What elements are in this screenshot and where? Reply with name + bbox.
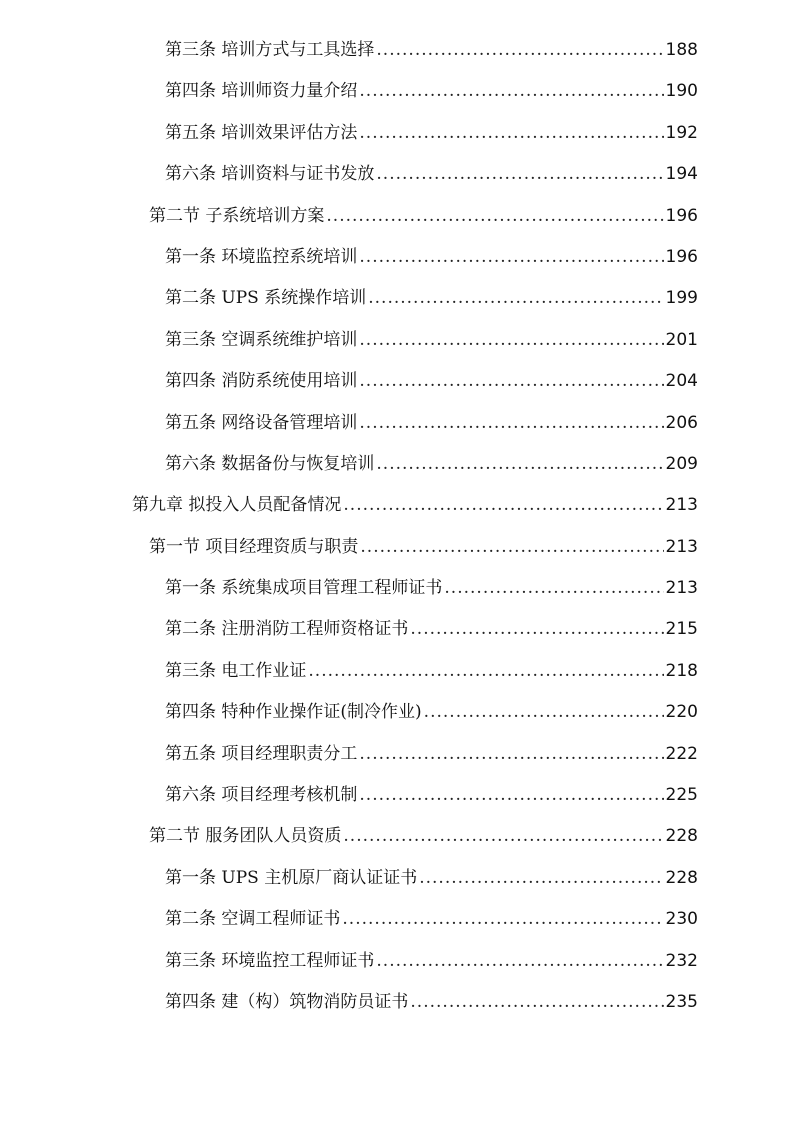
- toc-entry-page-number: 215: [665, 619, 698, 640]
- toc-entry[interactable]: [0, 113, 793, 154]
- dot-leader: [424, 692, 664, 733]
- toc-entry-page-number: 196: [665, 246, 698, 267]
- toc-entry-page-number: 222: [665, 743, 698, 764]
- toc-entry[interactable]: [0, 320, 793, 361]
- toc-entry-title: 第六条 培训资料与证书发放: [165, 164, 375, 185]
- toc-entry-page-number: 209: [665, 453, 698, 474]
- toc-entry[interactable]: [0, 734, 793, 775]
- toc-entry[interactable]: [0, 444, 793, 485]
- dot-leader: [326, 196, 663, 237]
- toc-entry[interactable]: [0, 154, 793, 195]
- toc-entry-title: 第二节 服务团队人员资质: [149, 826, 342, 847]
- toc-entry-page-number: 213: [665, 536, 698, 557]
- toc-entry[interactable]: [0, 237, 793, 278]
- toc-entry[interactable]: [0, 899, 793, 940]
- toc-entry[interactable]: [0, 651, 793, 692]
- dot-leader: [376, 30, 663, 71]
- toc-entry-page-number: 201: [665, 329, 698, 350]
- toc-entry[interactable]: [0, 692, 793, 733]
- dot-leader: [308, 651, 663, 692]
- toc-entry[interactable]: [0, 982, 793, 1023]
- toc-entry-title: 第四条 消防系统使用培训: [165, 371, 358, 392]
- toc-entry-page-number: 230: [665, 909, 698, 930]
- toc-entry-page-number: 218: [665, 660, 698, 681]
- toc-entry-page-number: 194: [665, 164, 698, 185]
- toc-entry[interactable]: [0, 941, 793, 982]
- dot-leader: [343, 485, 663, 526]
- toc-entry[interactable]: [0, 858, 793, 899]
- toc-entry[interactable]: [0, 775, 793, 816]
- toc-entry-title: 第九章 拟投入人员配备情况: [132, 495, 342, 516]
- dot-leader: [359, 237, 663, 278]
- dot-leader: [359, 775, 663, 816]
- dot-leader: [359, 113, 663, 154]
- toc-entry-page-number: 213: [665, 578, 698, 599]
- toc-entry-title: 第三条 环境监控工程师证书: [165, 950, 375, 971]
- toc-entry-page-number: 232: [665, 950, 698, 971]
- toc-entry-title: 第四条 建（构）筑物消防员证书: [165, 991, 409, 1012]
- dot-leader: [359, 361, 663, 402]
- dot-leader: [360, 527, 663, 568]
- toc-entry-title: 第五条 项目经理职责分工: [165, 743, 358, 764]
- dot-leader: [359, 734, 663, 775]
- toc-entry-title: 第三条 培训方式与工具选择: [165, 40, 375, 60]
- toc-entry[interactable]: [0, 30, 793, 71]
- toc-entry-page-number: 190: [665, 81, 698, 102]
- toc-entry-title: 第三条 空调系统维护培训: [165, 329, 358, 350]
- toc-entry[interactable]: [0, 278, 793, 319]
- toc-entry-page-number: 220: [665, 702, 698, 723]
- toc-entry-page-number: 192: [665, 122, 698, 143]
- toc-entry-page-number: 196: [665, 205, 698, 226]
- toc-entry-title: 第六条 项目经理考核机制: [165, 785, 358, 806]
- toc-entry-title: 第四条 特种作业操作证(制冷作业): [165, 702, 422, 723]
- toc-entry-title: 第五条 网络设备管理培训: [165, 412, 358, 433]
- toc-entry-title: 第二节 子系统培训方案: [149, 205, 325, 226]
- toc-entry[interactable]: [0, 568, 793, 609]
- toc-entry-page-number: 228: [665, 867, 698, 888]
- toc-entry-title: 第一条 UPS 主机原厂商认证证书: [165, 867, 418, 888]
- toc-entry-title: 第五条 培训效果评估方法: [165, 122, 358, 143]
- toc-entry[interactable]: [0, 361, 793, 402]
- toc-entry-page-number: 204: [665, 371, 698, 392]
- toc-entry-title: 第六条 数据备份与恢复培训: [165, 453, 375, 474]
- dot-leader: [343, 816, 663, 857]
- dot-leader: [376, 154, 663, 195]
- toc-entry[interactable]: [0, 816, 793, 857]
- toc-entry[interactable]: [0, 485, 793, 526]
- toc-entry-page-number: 228: [665, 826, 698, 847]
- toc-entry-page-number: 213: [665, 495, 698, 516]
- toc-entry-title: 第一条 环境监控系统培训: [165, 246, 358, 267]
- toc-entry-title: 第一条 系统集成项目管理工程师证书: [165, 578, 443, 599]
- dot-leader: [376, 444, 663, 485]
- dot-leader: [342, 899, 663, 940]
- dot-leader: [410, 982, 663, 1023]
- dot-leader: [444, 568, 663, 609]
- dot-leader: [410, 609, 663, 650]
- toc-entry-title: 第一节 项目经理资质与职责: [149, 536, 359, 557]
- toc-entry[interactable]: [0, 196, 793, 237]
- toc-entry-page-number: 199: [665, 288, 698, 309]
- toc-entry-title: 第四条 培训师资力量介绍: [165, 81, 358, 102]
- toc-entry[interactable]: [0, 527, 793, 568]
- toc-entry-title: 第二条 UPS 系统操作培训: [165, 288, 367, 309]
- toc-entry-page-number: 206: [665, 412, 698, 433]
- toc-entry-title: 第三条 电工作业证: [165, 660, 307, 681]
- toc-entry[interactable]: [0, 71, 793, 112]
- dot-leader: [359, 71, 663, 112]
- toc-entry[interactable]: [0, 403, 793, 444]
- toc-entry-page-number: 188: [665, 40, 698, 60]
- dot-leader: [376, 941, 663, 982]
- dot-leader: [419, 858, 663, 899]
- dot-leader: [368, 278, 663, 319]
- toc-entry-page-number: 235: [665, 991, 698, 1012]
- dot-leader: [359, 403, 663, 444]
- table-of-contents: [0, 30, 793, 1023]
- toc-entry[interactable]: [0, 609, 793, 650]
- dot-leader: [359, 320, 663, 361]
- toc-entry-title: 第二条 注册消防工程师资格证书: [165, 619, 409, 640]
- toc-entry-title: 第二条 空调工程师证书: [165, 909, 341, 930]
- toc-entry-page-number: 225: [665, 785, 698, 806]
